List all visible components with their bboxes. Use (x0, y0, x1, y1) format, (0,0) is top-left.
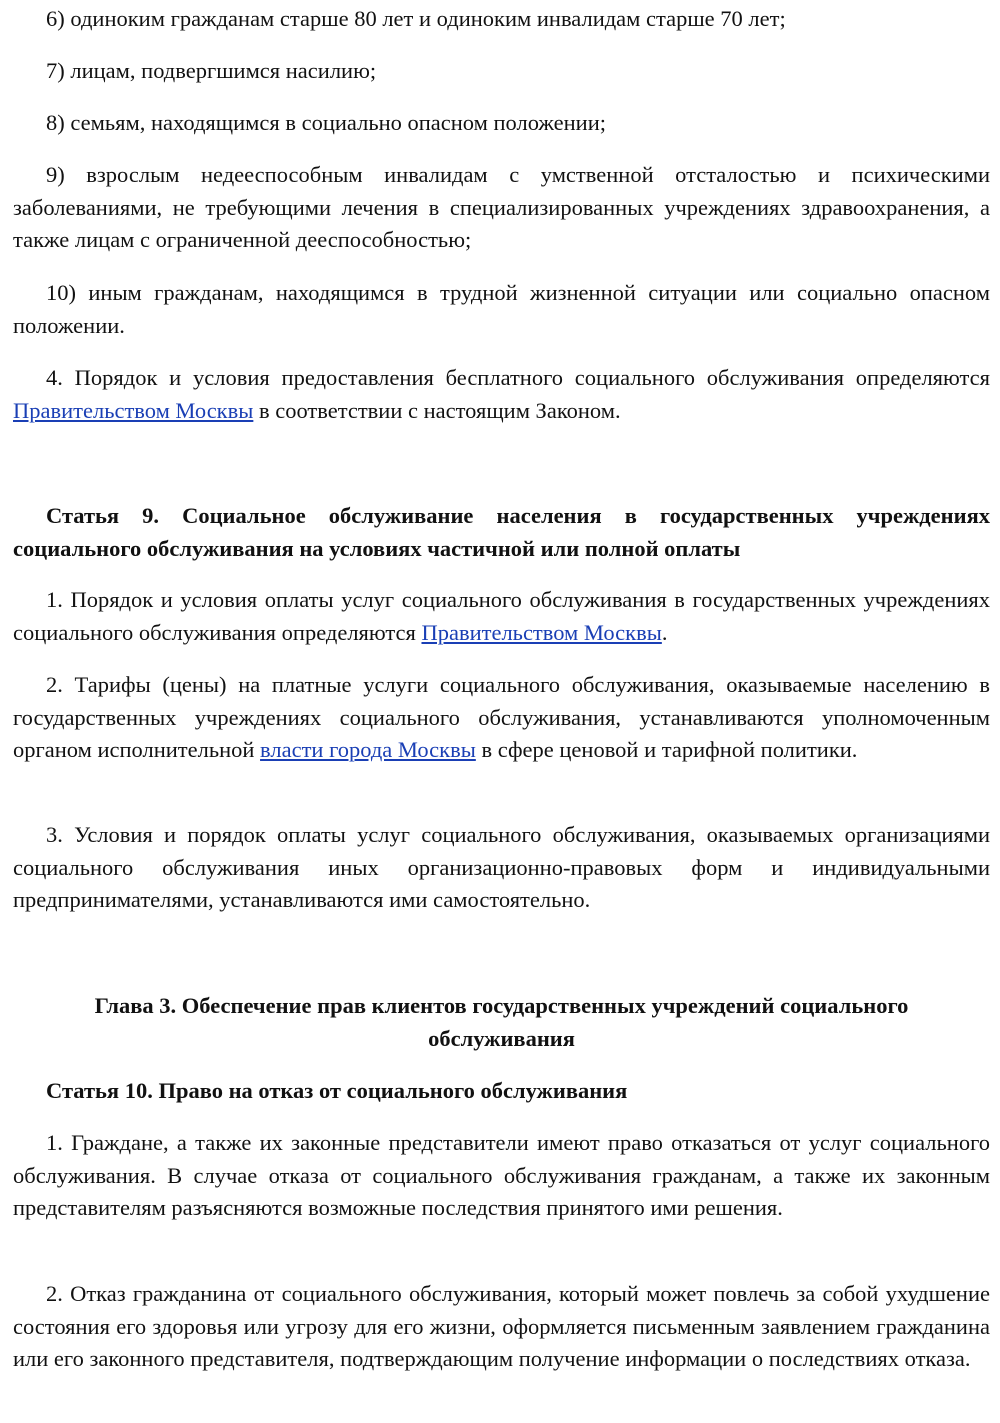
article-9-p1-text-after: . (661, 619, 668, 645)
article-9-p2-text-after: в сфере ценовой и тарифной политики. (475, 737, 858, 762)
article-9-paragraph-2 (13, 669, 990, 767)
list-item-9: 9) взрослым недееспособным инвалидам с умственной отсталостью и психическими заболеваниями, не требующими лечения в специализированных учреждениях здравоохранения, а также лицам с ограниченной дееспособностью; (13, 162, 990, 252)
article-9-heading: Статья 9. Социальное обслуживание населения в государственных учреждениях социального обслуживания на условиях частичной или полной оплаты (13, 503, 990, 561)
article-9-paragraph-1 (13, 584, 990, 649)
paragraph-4-text-after: в соответствии с настоящим Законом. (253, 397, 621, 423)
paragraph-4 (13, 362, 990, 427)
article-9-p1-text-before: 1. Порядок и условия оплаты услуг социального обслуживания в государственных учреждениях социального обслуживания определяются (13, 587, 990, 645)
article-10-paragraph-1: 1. Граждане, а также их законные представители имеют право отказаться от услуг социального обслуживания. В случае отказа от социального обслуживания гражданам, а также их законным представителям разъясняются возможные последствия принятого ими решения. (13, 1130, 990, 1220)
list-item-7: 7) лицам, подвергшимся насилию; (46, 58, 377, 83)
article-9-p2-text-before: 2. Тарифы (цены) на платные услуги социального обслуживания, оказываемые населению в государственных учреждениях социального обслуживания, устанавливаются уполномоченным органом исполнительной (13, 672, 990, 762)
chapter-3-heading: Глава 3. Обеспечение прав клиентов государственных учреждений социального обслуживания (94, 993, 909, 1051)
moscow-government-link-2[interactable]: Правительством Москвы (421, 619, 662, 645)
list-item-10: 10) иным гражданам, находящимся в трудной жизненной ситуации или социально опасном положении. (13, 280, 990, 338)
moscow-government-link[interactable]: Правительством Москвы (13, 397, 254, 423)
list-item-6: 6) одиноким гражданам старше 80 лет и одиноким инвалидам старше 70 лет; (46, 6, 786, 31)
article-10-paragraph-2: 2. Отказ гражданина от социального обслуживания, который может повлечь за собой ухудшение состояния его здоровья или угрозу для его жизни, оформляется письменным заявлением гражданина или его законного представителя, подтверждающим получение информации о последствиях отказа. (13, 1281, 990, 1371)
article-9-paragraph-3: 3. Условия и порядок оплаты услуг социального обслуживания, оказываемых организациями социального обслуживания иных организационно-правовых форм и индивидуальными предпринимателями, устанавливаются ими самостоятельно. (13, 822, 990, 912)
article-10-heading: Статья 10. Право на отказ от социального обслуживания (46, 1078, 628, 1103)
moscow-authority-link[interactable]: власти города Москвы (260, 737, 476, 762)
paragraph-4-text-before: 4. Порядок и условия предоставления бесплатного социального обслуживания определяются (46, 365, 990, 390)
list-item-8: 8) семьям, находящимся в социально опасном положении; (46, 110, 607, 135)
